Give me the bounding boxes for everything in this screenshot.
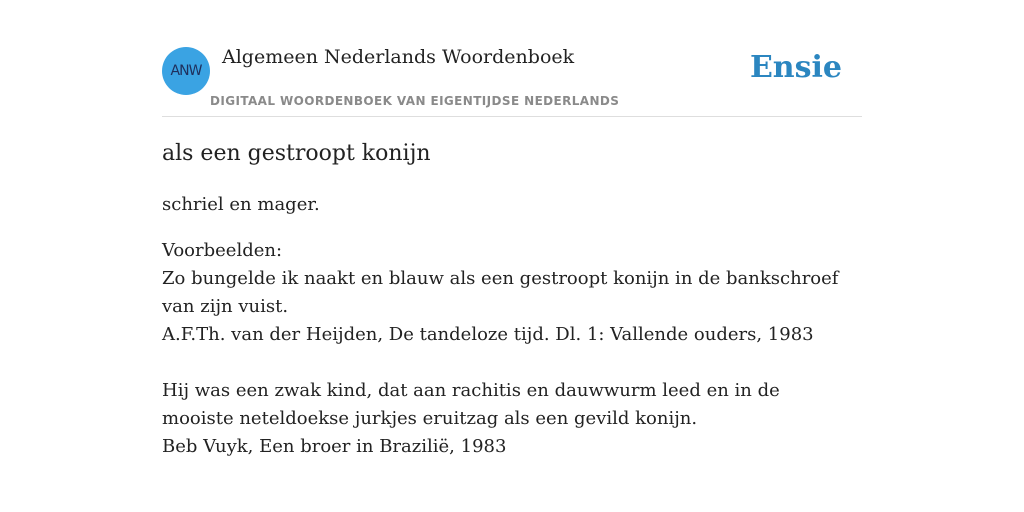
example-source: A.F.Th. van der Heijden, De tandeloze tijd. Dl. 1: Vallende ouders, 1983 bbox=[162, 324, 814, 345]
examples-section bbox=[162, 237, 852, 461]
anw-logo[interactable] bbox=[162, 47, 210, 95]
example-quote: Hij was een zwak kind, dat aan rachitis en dauwwurm leed en in de mooiste neteldoekse jurkjes eruitzag als een gevild konijn. bbox=[162, 380, 780, 429]
entry-title: als een gestroopt konijn bbox=[162, 141, 431, 166]
entry-content bbox=[162, 138, 852, 461]
example-source: Beb Vuyk, Een broer in Brazilië, 1983 bbox=[162, 436, 507, 457]
ensie-brand-link[interactable]: Ensie bbox=[749, 50, 842, 85]
entry-definition: schriel en mager. bbox=[162, 194, 320, 215]
site-title[interactable]: Algemeen Nederlands Woordenboek bbox=[222, 46, 575, 68]
site-header bbox=[162, 44, 862, 117]
example-item bbox=[162, 265, 852, 349]
examples-label: Voorbeelden: bbox=[162, 240, 283, 261]
logo-text: ANW bbox=[170, 63, 202, 79]
site-subtitle: DIGITAAL WOORDENBOEK VAN EIGENTIJDSE NEDERLANDS bbox=[210, 94, 620, 108]
example-item bbox=[162, 377, 852, 461]
example-quote: Zo bungelde ik naakt en blauw als een gestroopt konijn in de bankschroef van zijn vuist. bbox=[162, 268, 839, 317]
